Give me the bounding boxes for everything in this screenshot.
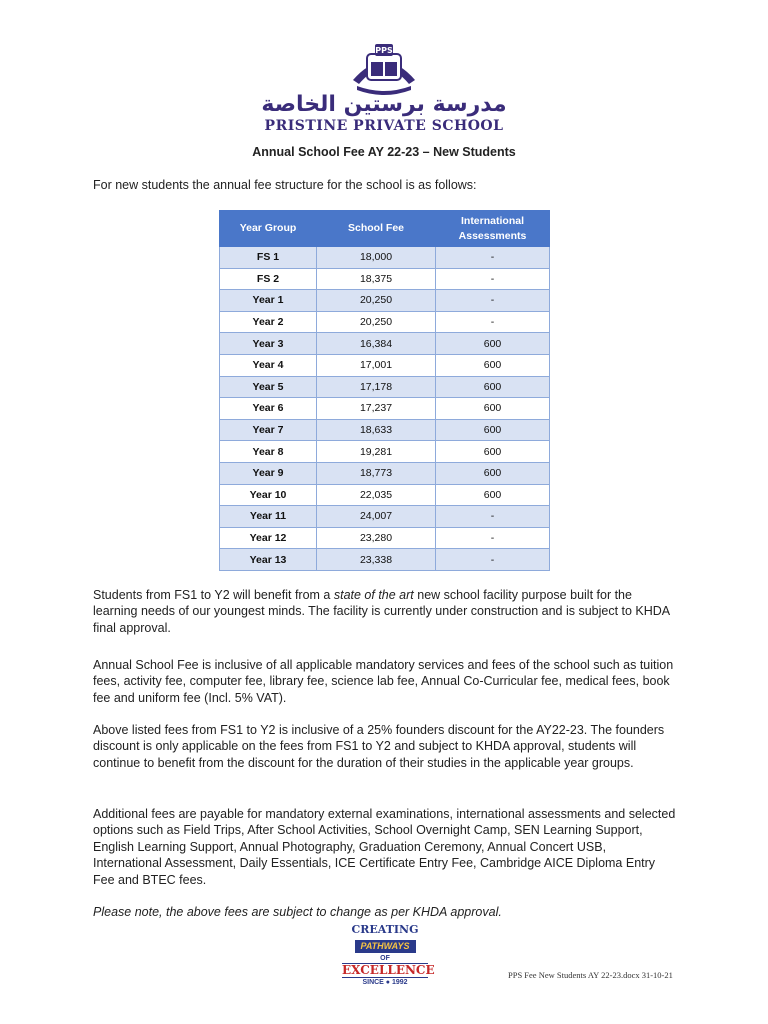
table-row	[220, 462, 550, 484]
discount-paragraph: Above listed fees from FS1 to Y2 is inclusive of a 25% founders discount for the AY22-23. The founders discount is only applicable on the fees from FS1 to Y2 and subject to KHDA approval, students will continue to benefit from the discount for the duration of their studies in the applicable year groups.	[93, 723, 665, 770]
assessment-fee-cell: -	[436, 290, 550, 312]
document-reference: PPS Fee New Students AY 22-23.docx 31-10-21	[508, 970, 673, 980]
year-group-cell: Year 2	[220, 311, 317, 333]
assessment-fee-cell: 600	[436, 441, 550, 463]
intro-text: For new students the annual fee structure for the school is as follows:	[93, 178, 477, 192]
year-group-cell: Year 3	[220, 333, 317, 355]
facility-text-end: new school facility purpose built for the learning needs of our youngest minds. The facility is currently under construction and is subject to KHDA final approval.	[93, 588, 670, 635]
crest-text: PPS	[375, 46, 393, 55]
facility-text-emphasis: state of the art	[333, 588, 414, 602]
year-group-cell: Year 5	[220, 376, 317, 398]
year-group-cell: FS 2	[220, 268, 317, 290]
year-group-cell: Year 1	[220, 290, 317, 312]
assessment-fee-cell: -	[436, 506, 550, 528]
assessment-fee-cell: 600	[436, 398, 550, 420]
table-row	[220, 247, 550, 269]
assessment-fee-cell: 600	[436, 462, 550, 484]
table-row	[220, 549, 550, 571]
year-group-cell: Year 11	[220, 506, 317, 528]
year-group-cell: Year 8	[220, 441, 317, 463]
table-row	[220, 354, 550, 376]
table-row	[220, 527, 550, 549]
table-row	[220, 268, 550, 290]
assessment-fee-cell: 600	[436, 376, 550, 398]
assessment-fee-cell: -	[436, 549, 550, 571]
table-row	[220, 398, 550, 420]
header-school-fee: School Fee	[317, 211, 436, 247]
school-fee-cell: 18,773	[317, 462, 436, 484]
school-fee-cell: 17,178	[317, 376, 436, 398]
school-fee-cell: 20,250	[317, 290, 436, 312]
year-group-cell: Year 10	[220, 484, 317, 506]
document-title: Annual School Fee AY 22-23 – New Students	[252, 145, 516, 159]
school-fee-cell: 18,375	[317, 268, 436, 290]
header-international-assessments: International Assessments	[436, 211, 550, 247]
school-fee-cell: 23,338	[317, 549, 436, 571]
disclaimer-note: Please note, the above fees are subject to change as per KHDA approval.	[93, 905, 502, 919]
year-group-cell: Year 4	[220, 354, 317, 376]
table-row	[220, 506, 550, 528]
table-row	[220, 484, 550, 506]
fee-table-header-row	[220, 211, 550, 247]
school-fee-cell: 17,237	[317, 398, 436, 420]
year-group-cell: Year 7	[220, 419, 317, 441]
table-row	[220, 290, 550, 312]
assessment-fee-cell: 600	[436, 333, 550, 355]
header-year-group: Year Group	[220, 211, 317, 247]
facility-text-start: Students from FS1 to Y2 will benefit from a	[93, 588, 334, 602]
assessment-fee-cell: 600	[436, 354, 550, 376]
assessment-fee-cell: -	[436, 527, 550, 549]
assessment-fee-cell: 600	[436, 419, 550, 441]
table-row	[220, 311, 550, 333]
year-group-cell: Year 12	[220, 527, 317, 549]
inclusions-paragraph: Annual School Fee is inclusive of all applicable mandatory services and fees of the school such as tuition fees, activity fee, computer fee, library fee, science lab fee, Annual Co-Curricular fee, medical fees, book fee and uniform fee (Incl. 5% VAT).	[93, 658, 674, 705]
school-fee-cell: 18,633	[317, 419, 436, 441]
assessment-fee-cell: -	[436, 311, 550, 333]
school-crest-icon	[345, 40, 423, 98]
school-fee-cell: 24,007	[317, 506, 436, 528]
school-name-arabic: مدرسة برستين الخاصة	[261, 92, 507, 117]
year-group-cell: FS 1	[220, 247, 317, 269]
school-fee-cell: 18,000	[317, 247, 436, 269]
fee-table	[219, 210, 550, 571]
badge-line-pathways: PATHWAYS	[355, 940, 416, 953]
school-fee-cell: 19,281	[317, 441, 436, 463]
additional-fees-paragraph: Additional fees are payable for mandatory external examinations, international assessments and selected options such as Field Trips, After School Activities, School Overnight Camp, SEN Learning Support, English Learning Support, Annual Photography, Graduation Ceremony, Annual Concert USB, International Assessment, Daily Essentials, ICE Certificate Entry Fee, Cambridge AICE Diploma Entry Fee and BTEC fees.	[93, 807, 676, 887]
school-fee-cell: 20,250	[317, 311, 436, 333]
assessment-fee-cell: 600	[436, 484, 550, 506]
facility-paragraph	[93, 587, 678, 636]
school-name-english: PRISTINE PRIVATE SCHOOL	[264, 118, 504, 134]
assessment-fee-cell: -	[436, 268, 550, 290]
year-group-cell: Year 9	[220, 462, 317, 484]
badge-line-since: SINCE ● 1992	[362, 979, 408, 986]
creating-pathways-badge	[342, 923, 435, 988]
table-row	[220, 419, 550, 441]
badge-line-of: OF	[380, 955, 390, 962]
school-fee-cell: 17,001	[317, 354, 436, 376]
table-row	[220, 333, 550, 355]
year-group-cell: Year 13	[220, 549, 317, 571]
badge-line-excellence: EXCELLENCE	[342, 963, 435, 977]
school-fee-cell: 16,384	[317, 333, 436, 355]
badge-line-creating: CREATING	[351, 923, 419, 936]
table-row	[220, 441, 550, 463]
school-fee-cell: 23,280	[317, 527, 436, 549]
year-group-cell: Year 6	[220, 398, 317, 420]
table-row	[220, 376, 550, 398]
school-fee-cell: 22,035	[317, 484, 436, 506]
assessment-fee-cell: -	[436, 247, 550, 269]
